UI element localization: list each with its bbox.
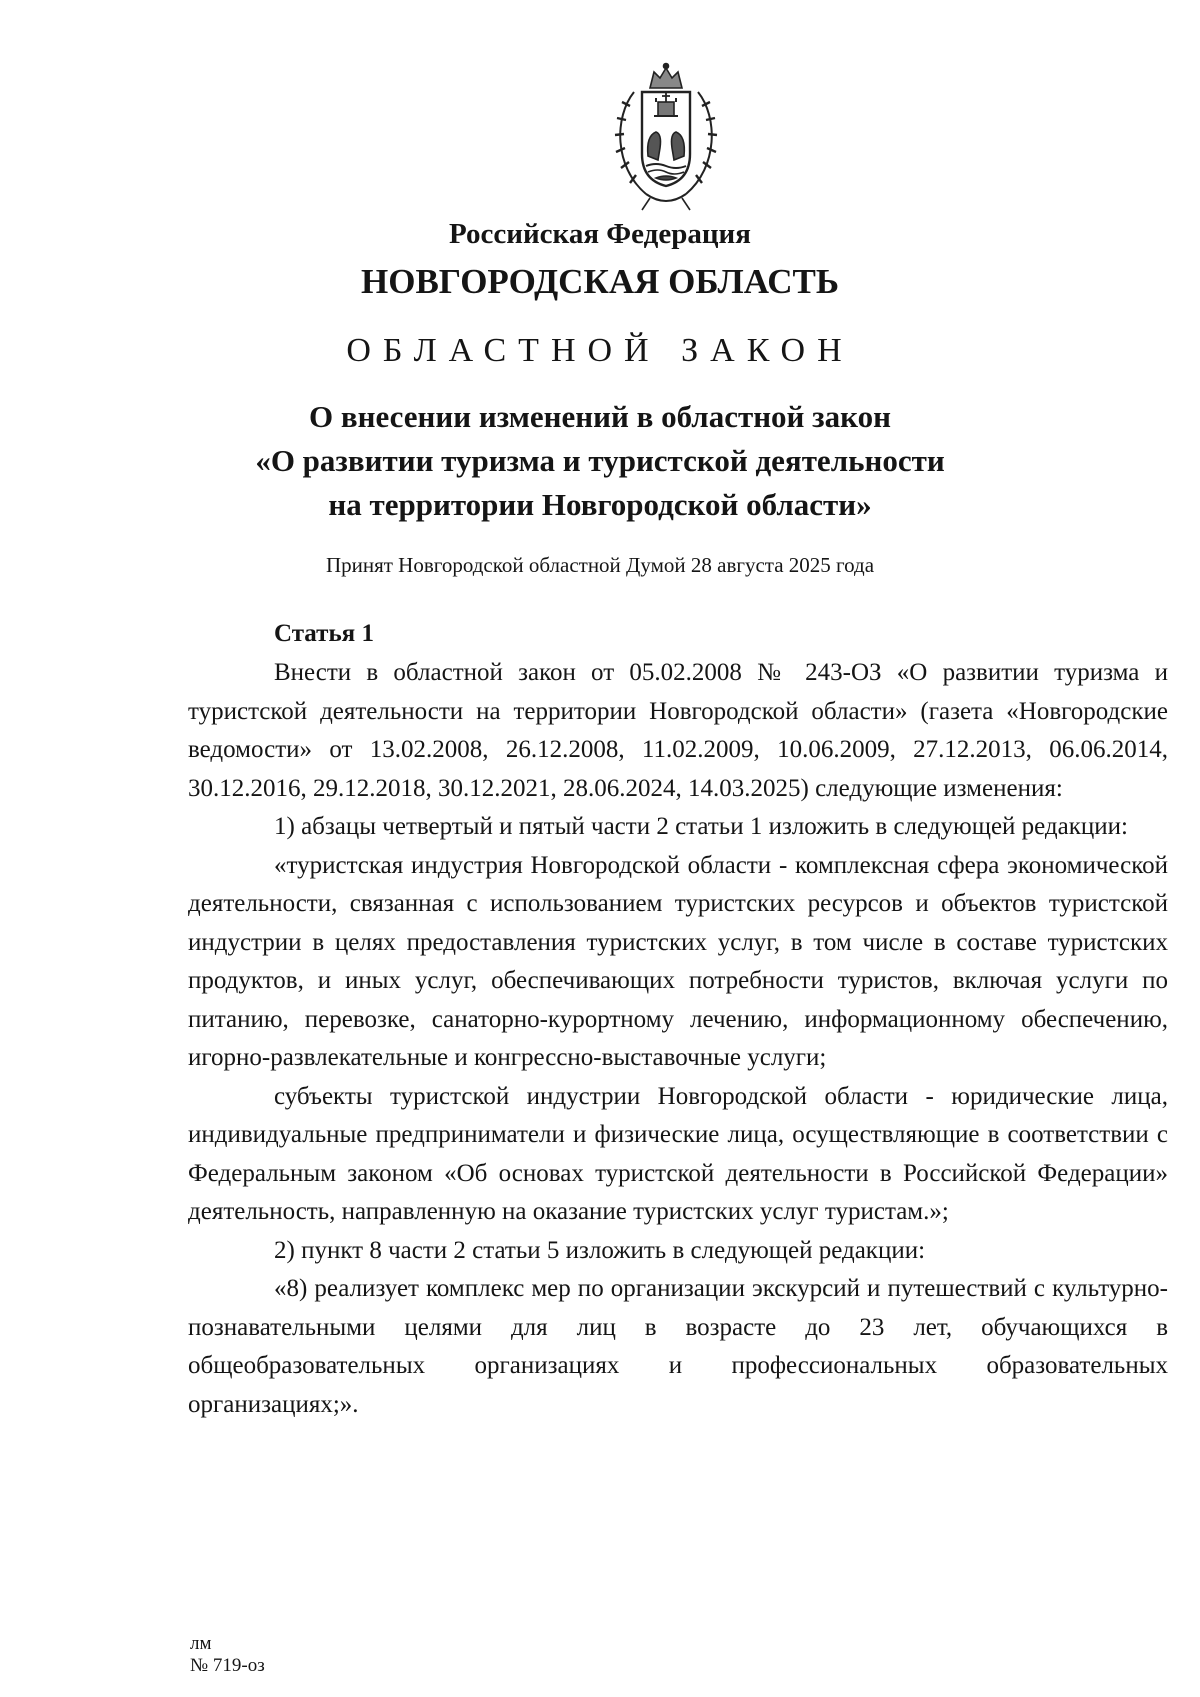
adoption-note: Принят Новгородской областной Думой 28 августа 2025 года <box>325 553 875 577</box>
executor-initials: лм <box>190 1633 212 1654</box>
article-paragraph: субъекты туристской индустрии Новгородской области - юридические лица, индивидуальные предприниматели и физические лица, осуществляющие в соответствии с Федеральным законом «Об основах туристской деятельности в Российской Федерации» деятельность, направленную на оказание туристских услуг туристам.»; <box>188 1082 1168 1225</box>
article-paragraph: Внести в областной закон от 05.02.2008 № 243-ОЗ «О развитии туризма и туристской деятельности на территории Новгородской области» (газета «Новгородские ведомости» от 13.02.2008, 26.12.2008, 11.02.2009, 10.06.2009, 27.12.2013, 06.06.2014, 30.12.2016, 29.12.2018, 30.12.2021, 28.06.2024, 14.03.2025) следующие изменения: <box>188 659 1168 802</box>
article-paragraph: 1) абзацы четвертый и пятый части 2 статьи 1 изложить в следующей редакции: <box>274 813 1128 840</box>
law-title <box>0 395 1200 527</box>
article-paragraph: «8) реализует комплекс мер по организации экскурсий и путешествий с культурно-познавательными целями для лиц в возрасте до 23 лет, обучающихся в общеобразовательных организациях и профессиональных образовательных организациях;». <box>188 1275 1168 1418</box>
article-heading: Статья 1 <box>274 620 374 647</box>
law-title-line: «О развитии туризма и туристской деятельности <box>255 443 945 478</box>
article-paragraph: 2) пункт 8 части 2 статьи 5 изложить в следующей редакции: <box>274 1236 926 1264</box>
coat-of-arms-emblem <box>606 62 726 212</box>
law-title-line: на территории Новгородской области» <box>328 487 872 522</box>
law-number: № 719-оз <box>190 1655 265 1676</box>
law-title-line: О внесении изменений в областной закон <box>309 399 891 434</box>
article-body <box>188 654 1168 1424</box>
region-name: НОВГОРОДСКАЯ ОБЛАСТЬ <box>361 262 839 301</box>
article-paragraph: «туристская индустрия Новгородской области - комплексная сфера экономической деятельности, связанная с использованием туристских ресурсов и объектов туристской индустрии в целях предоставления туристских услуг, в том числе в составе туристских продуктов, и иных услуг, обеспечивающих потребности туристов, включая услуги по питанию, перевозке, санаторно-курортному лечению, информационному обеспечению, игорно-развлекательные и конгрессно-выставочные услуги; <box>188 851 1168 1071</box>
document-footer <box>190 1633 265 1677</box>
country-name: Российская Федерация <box>449 218 751 250</box>
document-type: ОБЛАСТНОЙ ЗАКОН <box>346 332 854 369</box>
